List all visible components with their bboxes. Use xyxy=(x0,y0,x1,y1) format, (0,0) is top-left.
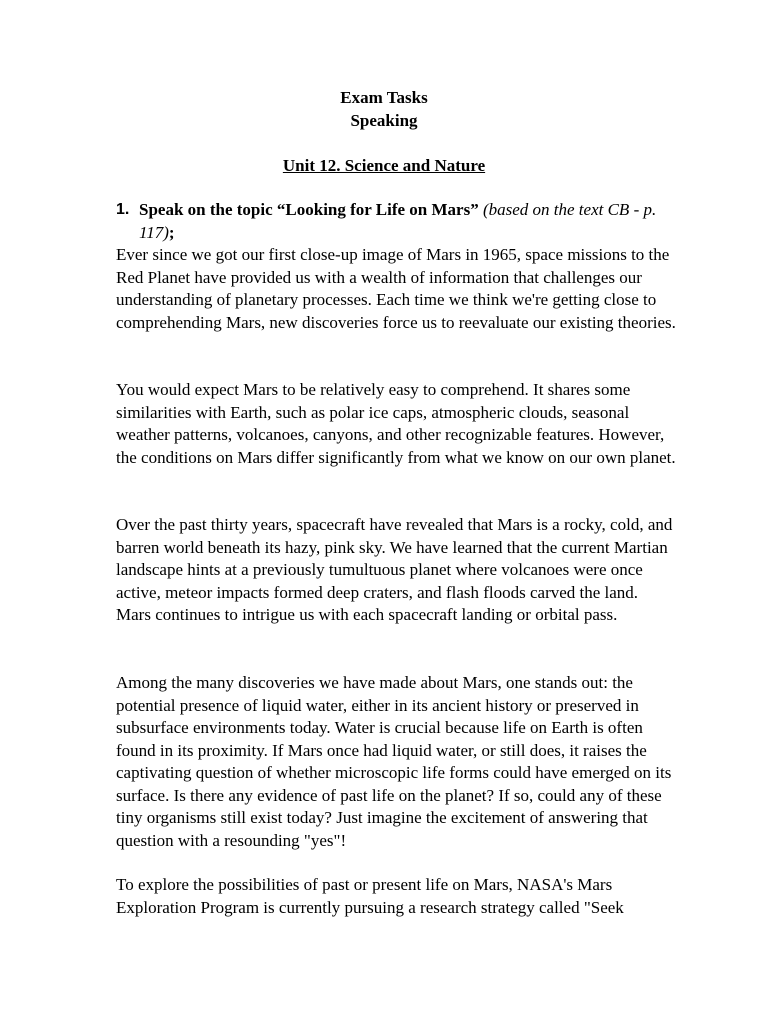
task-number: 1. xyxy=(116,201,130,218)
task-source: (based on the text CB - p. 117) xyxy=(139,200,657,242)
paragraph-3: Over the past thirty years, spacecraft have revealed that Mars is a rocky, cold, and barren world beneath its hazy, pink sky. We have learned that the current Martian landscape hints at a previously tumultuous planet where volcanoes were once active, meteor impacts formed deep craters, and flash floods carved the land. Mars continues to intrigue us with each spacecraft landing or orbital pass. xyxy=(116,515,673,624)
paragraph-1: Ever since we got our first close-up image of Mars in 1965, space missions to the Red Planet have provided us with a wealth of information that challenges our understanding of planetary processes. Each time we think we're getting close to comprehending Mars, new discoveries force us to reevaluate our existing theories. xyxy=(116,245,676,332)
paragraph-2: You would expect Mars to be relatively easy to comprehend. It shares some similarities with Earth, such as polar ice caps, atmospheric clouds, seasonal weather patterns, volcanoes, canyons, and other recognizable features. However, the conditions on Mars differ significantly from what we know on our own planet. xyxy=(116,380,676,467)
task-topic: Speak on the topic “Looking for Life on Mars” xyxy=(139,200,479,219)
document-title: Exam Tasks xyxy=(340,88,428,107)
task-end-mark: ; xyxy=(168,222,175,242)
paragraph-4: Among the many discoveries we have made about Mars, one stands out: the potential presence of liquid water, either in its ancient history or preserved in subsurface environments today. Water is crucial because life on Earth is often found in its proximity. If Mars once had liquid water, or still does, it raises the captivating question of whether microscopic life forms could have emerged on its surface. Is there any evidence of past life on the planet? If so, could any of these tiny organisms still exist today? Just imagine the excitement of answering that question with a resounding "yes"! xyxy=(116,673,672,850)
task-text xyxy=(139,199,676,244)
document-subtitle: Speaking xyxy=(350,111,418,130)
paragraph-5: To explore the possibilities of past or present life on Mars, NASA's Mars Exploration Program is currently pursuing a research strategy called "Seek xyxy=(116,875,624,917)
task-item xyxy=(116,199,676,244)
unit-heading: Unit 12. Science and Nature xyxy=(282,156,486,175)
